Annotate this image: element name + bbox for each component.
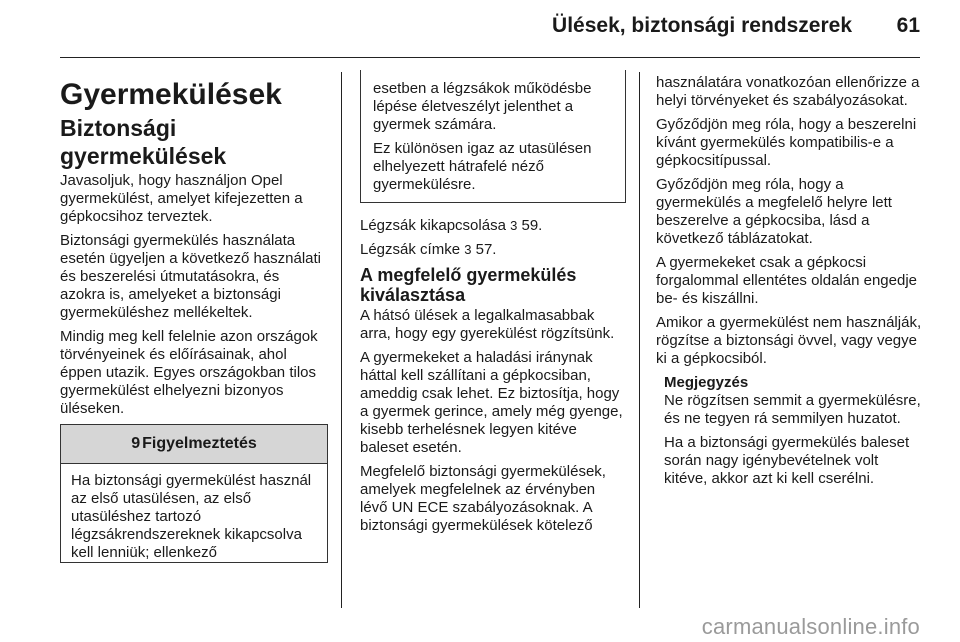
paragraph: A gyermekeket csak a gépkocsi forgalommal ellentétes oldalán engedje be- és kiszállni. [656,254,918,307]
warning-icon: 9 [131,435,141,452]
column-divider-2 [639,72,640,608]
cross-reference-page[interactable]: 57. [475,241,497,258]
paragraph: Amikor a gyermekülést nem használják, rögzítse a biztonsági övvel, vagy vegye ki a gépkocsiból. [656,314,922,367]
column-3 [656,74,924,494]
note-title: Megjegyzés [664,374,749,391]
note-block [656,374,924,488]
column-1 [60,70,328,563]
paragraph: használatára vonatkozóan ellenőrizze a helyi törvényeket és szabályozásokat. [656,74,920,109]
paragraph: Győződjön meg róla, hogy a gyermekülés a megfelelő helyre lett beszerelve a gépkocsiba, lásd a következő táblázatokat. [656,176,892,247]
header-divider [60,57,920,58]
header-title: Ülések, biztonsági rendszerek [552,14,852,37]
paragraph: A gyermekeket a haladási iránynak háttal kell szállítani a gépkocsiban, ameddig csak lehet. Ez biztosítja, hogy a gyermek gerince, amely még gyenge, kisebb terhelésnek legyen kitéve baleset esetén. [360,349,623,456]
cross-reference [360,241,626,259]
paragraph: A hátsó ülések a legalkalmasabbak arra, hogy egy gyerekülést rögzítsünk. [360,307,615,342]
warning-text: Ha biztonsági gyermekülést használ az első utasülésen, az első utasüléshez tartozó légzsákrendszereknek kikapcsolva kell lenniük; ellenkező [71,472,312,561]
note-text: Ha a biztonsági gyermekülés baleset során nagy igénybevételnek volt kitéve, akkor azt ki kell cserélni. [664,434,910,487]
arrow-icon: 3 [464,242,472,257]
arrow-icon: 3 [510,218,518,233]
warning-text: esetben a légzsákok működésbe lépése életveszélyt jelenthet a gyermek számára. [373,80,592,133]
cross-reference-text: Légzsák kikapcsolása [360,217,506,234]
column-2 [360,72,626,541]
warning-title: Figyelmeztetés [142,435,257,452]
paragraph: Biztonsági gyermekülés használata esetén ügyeljen a következő használati és beszerelési útmutatásokra, és azokra is, amelyeket a biztonsági gyermeküléshez mellékeltek. [60,232,322,321]
warning-box [60,424,328,563]
column-divider-1 [341,72,342,608]
warning-header [61,425,327,464]
cross-reference-page[interactable]: 59. [521,217,543,234]
section-heading: Gyermekülések [60,78,282,111]
cross-reference [360,217,626,235]
paragraph: Javasoljuk, hogy használjon Opel gyermekülést, amelyet kifejezetten a gépkocsihoz terveztek. [60,172,303,225]
paragraph: Mindig meg kell felelnie azon országok törvényeinek és előírásainak, ahol éppen utazik. Egyes országokban tilos gyermekülést elhelyezni bizonyos üléseken. [60,328,318,417]
warning-text: Ez különösen igaz az utasülésen elhelyezett hátrafelé néző gyermekülésre. [373,140,592,193]
page-number: 61 [896,14,920,37]
paragraph: Győződjön meg róla, hogy a beszerelni kívánt gyermekülés kompatibilis-e a gépkocsitípussal. [656,116,917,169]
cross-reference-text: Légzsák címke [360,241,461,258]
subsection-heading: A megfelelő gyermekülés kiválasztása [360,265,577,305]
warning-box-continued [360,70,626,203]
page-header [0,0,960,60]
paragraph: Megfelelő biztonsági gyermekülések, amelyek megfelelnek az érvényben lévő UN ECE szabályozásoknak. A biztonsági gyermekülések kötelező [360,463,606,534]
note-text: Ne rögzítsen semmit a gyermekülésre, és ne tegyen rá semmilyen huzatot. [664,392,921,427]
subsection-heading: Biztonsági gyermekülések [60,115,227,169]
footer-watermark: carmanualsonline.info [701,614,920,639]
